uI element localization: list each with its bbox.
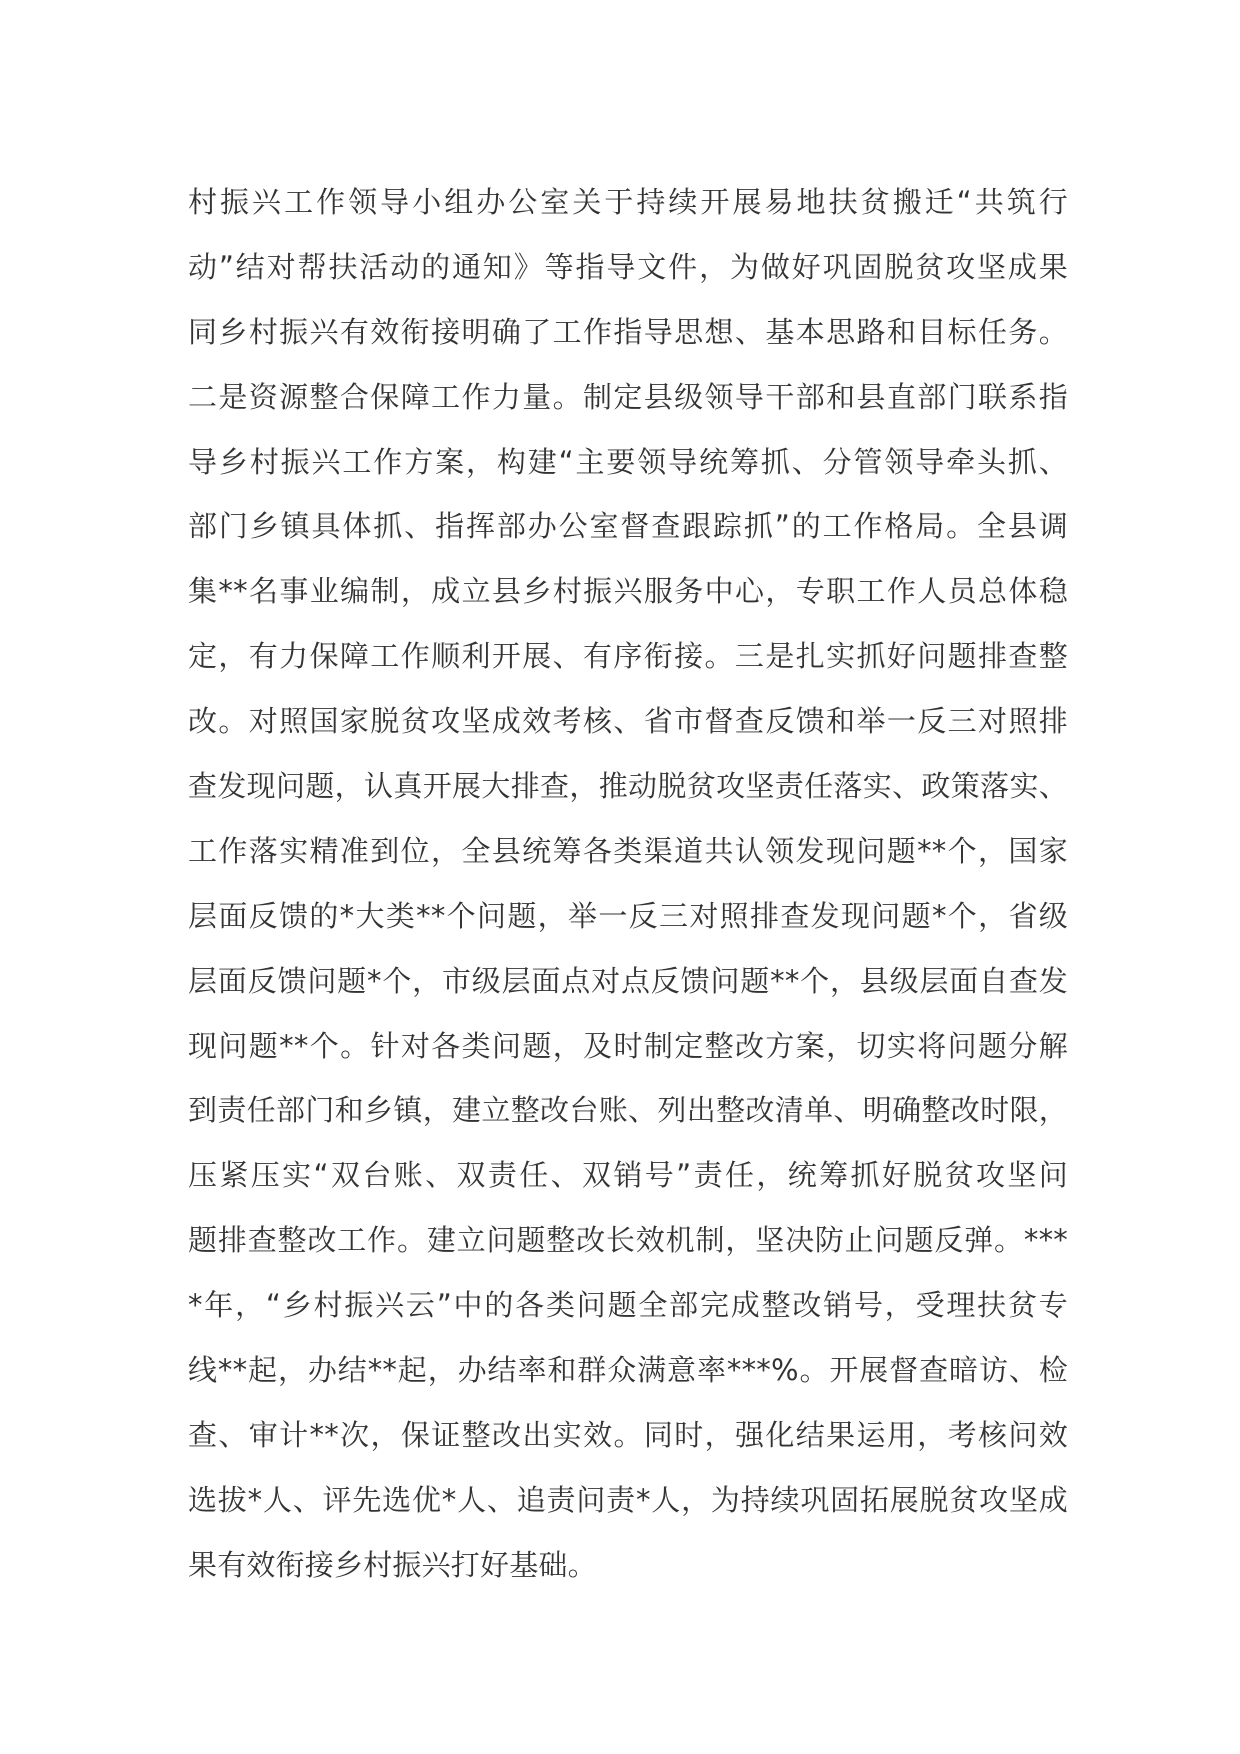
text-line: 层面反馈的*大类**个问题，举一反三对照排查发现问题*个，省级 bbox=[188, 898, 1068, 933]
text-line: *年，“乡村振兴云”中的各类问题全部完成整改销号，受理扶贫专 bbox=[188, 1288, 1068, 1323]
text-line: 工作落实精准到位，全县统筹各类渠道共认领发现问题**个，国家 bbox=[188, 833, 1068, 868]
text-line: 查发现问题，认真开展大排查，推动脱贫攻坚责任落实、政策落实、 bbox=[188, 769, 1068, 804]
text-line: 改。对照国家脱贫攻坚成效考核、省市督查反馈和举一反三对照排 bbox=[188, 704, 1068, 739]
text-line: 村振兴工作领导小组办公室关于持续开展易地扶贫搬迁“共筑行 bbox=[188, 185, 1068, 219]
text-line: 压紧压实“双台账、双责任、双销号”责任，统筹抓好脱贫攻坚问 bbox=[188, 1158, 1068, 1193]
text-line: 同乡村振兴有效衔接明确了工作指导思想、基本思路和目标任务。 bbox=[188, 314, 1068, 349]
text-line: 现问题**个。针对各类问题，及时制定整改方案，切实将问题分解 bbox=[188, 1028, 1068, 1063]
text-line: 二是资源整合保障工作力量。制定县级领导干部和县直部门联系指 bbox=[188, 379, 1068, 414]
text-line: 导乡村振兴工作方案，构建“主要领导统筹抓、分管领导牵头抓、 bbox=[188, 444, 1068, 479]
text-line: 层面反馈问题*个，市级层面点对点反馈问题**个，县级层面自查发 bbox=[188, 963, 1068, 998]
text-line: 线**起，办结**起，办结率和群众满意率***%。开展督查暗访、检 bbox=[188, 1353, 1068, 1388]
text-line: 部门乡镇具体抓、指挥部办公室督查跟踪抓”的工作格局。全县调 bbox=[188, 509, 1068, 544]
text-line: 到责任部门和乡镇，建立整改台账、列出整改清单、明确整改时限， bbox=[188, 1093, 1068, 1128]
text-line: 题排查整改工作。建立问题整改长效机制，坚决防止问题反弹。*** bbox=[188, 1223, 1068, 1258]
text-line: 定，有力保障工作顺利开展、有序衔接。三是扎实抓好问题排查整 bbox=[188, 639, 1068, 674]
text-line: 集**名事业编制，成立县乡村振兴服务中心，专职工作人员总体稳 bbox=[188, 574, 1068, 609]
text-line: 动”结对帮扶活动的通知》等指导文件，为做好巩固脱贫攻坚成果 bbox=[188, 249, 1068, 284]
body-paragraph bbox=[188, 170, 1068, 1598]
text-line: 查、审计**次，保证整改出实效。同时，强化结果运用，考核问效 bbox=[188, 1417, 1068, 1452]
text-line: 果有效衔接乡村振兴打好基础。 bbox=[188, 1547, 597, 1582]
text-line: 选拔*人、评先选优*人、追责问责*人，为持续巩固拓展脱贫攻坚成 bbox=[188, 1482, 1068, 1517]
